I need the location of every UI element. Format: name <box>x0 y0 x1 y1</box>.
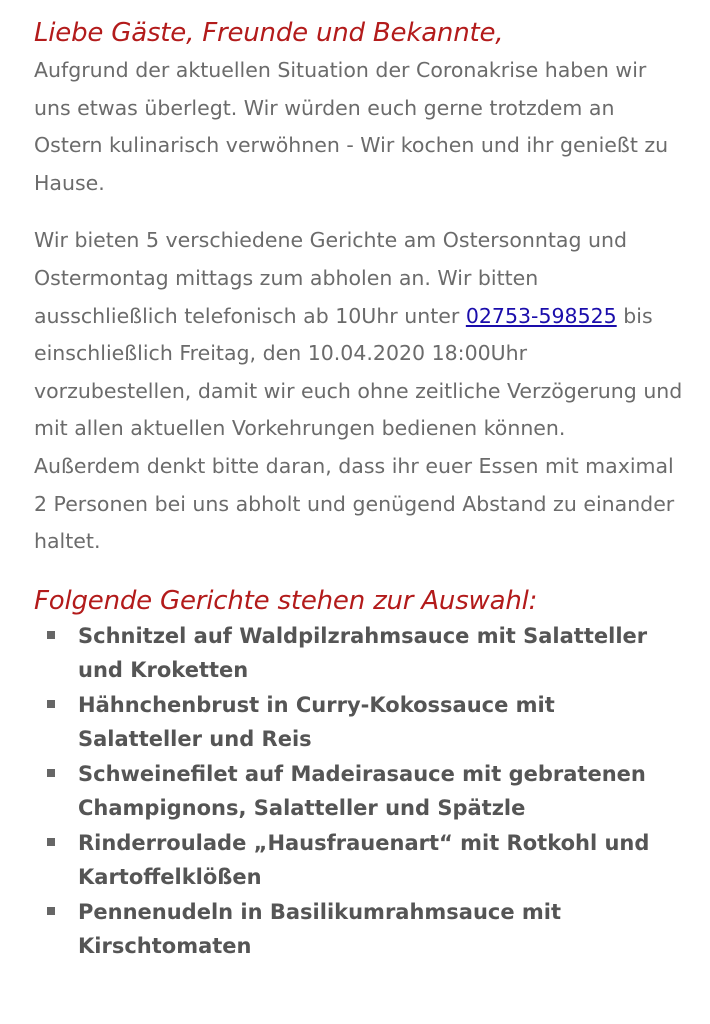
dish-name: Pennenudeln in Basilikumrahmsauce mit Kirschtomaten <box>78 899 562 959</box>
list-item <box>34 895 684 964</box>
article-content <box>34 14 684 964</box>
dish-list <box>34 619 684 964</box>
dish-name: Hähnchenbrust in Curry-Kokossauce mit Salatteller und Reis <box>78 692 555 752</box>
dish-name: Schweinefilet auf Madeirasauce mit gebratenen Champignons, Salatteller und Spätzle <box>78 761 646 821</box>
dish-name: Schnitzel auf Waldpilzrahmsauce mit Salatteller und Kroketten <box>78 623 648 683</box>
greeting-heading: Liebe Gäste, Freunde und Bekannte, <box>34 18 504 48</box>
phone-link[interactable]: 02753-598525 <box>465 303 617 328</box>
list-item <box>34 688 684 757</box>
list-item <box>34 757 684 826</box>
square-bullet-icon <box>47 907 55 915</box>
intro-paragraph-2 <box>34 222 684 448</box>
paragraph-2-text-before: Wir bieten 5 verschiedene Gerichte am Ostersonntag und Ostermontag mittags zum abholen an. Wir bitten ausschließlich telefonisch ab 10Uhr unter <box>34 228 627 328</box>
dish-name: Rinderroulade „Hausfrauenart“ mit Rotkohl und Kartoffelklößen <box>78 830 650 890</box>
square-bullet-icon <box>47 631 55 639</box>
paragraph-2-text-after: bis einschließlich Freitag, den 10.04.2020 18:00Uhr vorzubestellen, damit wir euch ohne zeitliche Verzögerung und mit allen aktuellen Vorkehrungen bedienen können. <box>34 303 683 441</box>
list-item <box>34 619 684 688</box>
square-bullet-icon <box>47 769 55 777</box>
intro-paragraph-1: Aufgrund der aktuellen Situation der Coronakrise haben wir uns etwas überlegt. Wir würden euch gerne trotzdem an Ostern kulinarisch verwöhnen - Wir kochen und ihr genießt zu Hause. <box>34 58 669 195</box>
square-bullet-icon <box>47 700 55 708</box>
square-bullet-icon <box>47 838 55 846</box>
list-item <box>34 826 684 895</box>
intro-paragraph-3: Außerdem denkt bitte daran, dass ihr euer Essen mit maximal 2 Personen bei uns abholt und genügend Abstand zu einander haltet. <box>34 453 675 554</box>
menu-heading: Folgende Gerichte stehen zur Auswahl: <box>34 585 538 616</box>
